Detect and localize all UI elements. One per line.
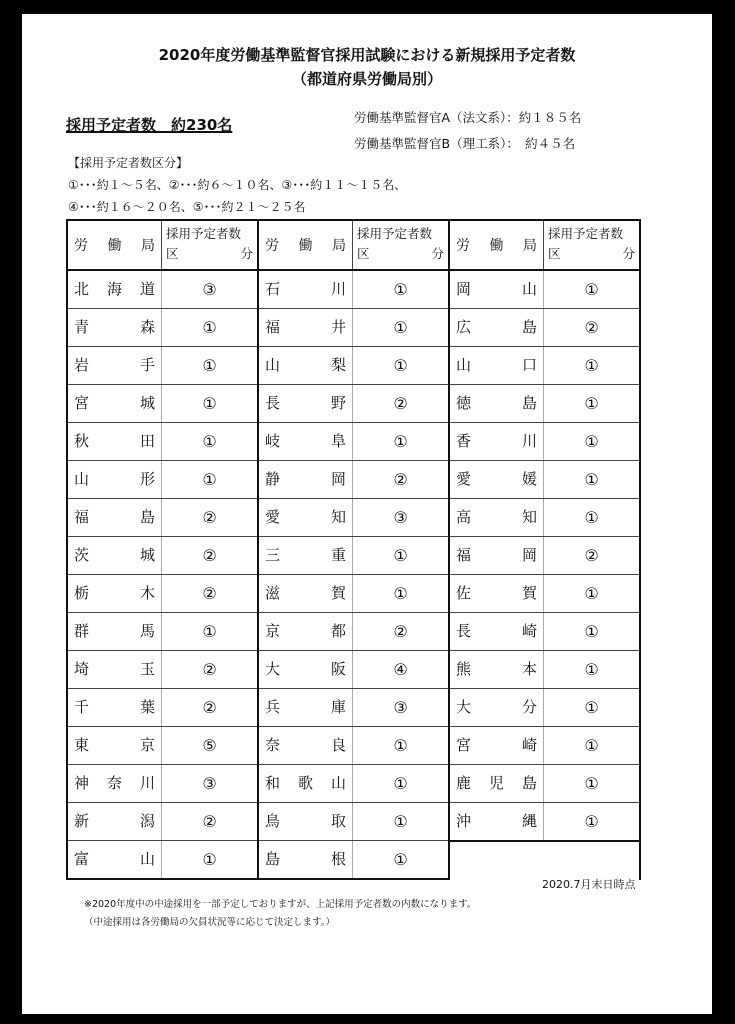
hire-class: ① xyxy=(584,774,599,793)
hire-class: ① xyxy=(393,546,408,565)
table-row xyxy=(68,727,257,765)
table-row xyxy=(259,499,448,537)
bureau-name: 福井 xyxy=(259,309,353,346)
bureau-name: 秋田 xyxy=(68,423,162,460)
hire-class: ① xyxy=(202,850,217,869)
bureau-name: 山形 xyxy=(68,461,162,498)
hire-class: ③ xyxy=(393,508,408,527)
table-row xyxy=(259,309,448,347)
bureau-name: 鹿児島 xyxy=(450,765,544,802)
table-row xyxy=(68,499,257,537)
bureau-name: 広島 xyxy=(450,309,544,346)
hire-class: ① xyxy=(393,318,408,337)
bureau-name: 沖縄 xyxy=(450,803,544,840)
table-row xyxy=(259,841,448,878)
hire-class: ① xyxy=(393,584,408,603)
classification-line: ①･･･約１～５名、②･･･約６～１０名、③･･･約１１～１５名、 xyxy=(68,178,407,192)
bureau-name: 宮崎 xyxy=(450,727,544,764)
table-row xyxy=(68,689,257,727)
hire-class: ③ xyxy=(393,698,408,717)
hire-class: ① xyxy=(584,660,599,679)
header-char: 区 xyxy=(357,246,370,261)
table-row xyxy=(450,309,639,347)
table-column-group xyxy=(449,219,641,880)
header-char: 労 xyxy=(265,238,279,254)
table-row xyxy=(68,765,257,803)
hire-class: ① xyxy=(393,280,408,299)
document-page xyxy=(22,14,712,1014)
header-char: 働 xyxy=(489,238,504,254)
hire-class: ② xyxy=(202,660,217,679)
table-row xyxy=(450,613,639,651)
footnote: （中途採用は各労働局の欠員状況等に応じて決定します。） xyxy=(84,917,335,928)
hire-class: ① xyxy=(584,622,599,641)
hire-class: ① xyxy=(202,356,217,375)
hire-class: ① xyxy=(202,622,217,641)
bureau-name: 愛媛 xyxy=(450,461,544,498)
bureau-name: 大分 xyxy=(450,689,544,726)
header-bureau xyxy=(450,221,544,269)
table-column-group xyxy=(258,219,449,880)
bureau-name: 奈良 xyxy=(259,727,353,764)
table-row xyxy=(450,765,639,803)
hire-class: ⑤ xyxy=(202,736,217,755)
hire-class: ① xyxy=(584,508,599,527)
bureau-name: 福島 xyxy=(68,499,162,536)
hire-class: ① xyxy=(584,736,599,755)
document-title: 2020年度労働基準監督官採用試験における新規採用予定者数 xyxy=(158,46,576,64)
table-row xyxy=(68,347,257,385)
document-subtitle: （都道府県労働局別） xyxy=(291,70,442,88)
hire-class: ① xyxy=(584,470,599,489)
bureau-name: 富山 xyxy=(68,841,162,878)
hire-class: ③ xyxy=(202,774,217,793)
hire-class: ② xyxy=(393,394,408,413)
table-row xyxy=(259,271,448,309)
header-char: 働 xyxy=(107,238,122,254)
hire-class: ① xyxy=(393,774,408,793)
bureau-name: 栃木 xyxy=(68,575,162,612)
hire-class: ② xyxy=(584,318,599,337)
hire-class: ② xyxy=(584,546,599,565)
classification-line: ④･･･約１６～２０名、⑤･･･約２１～２５名 xyxy=(68,200,306,214)
hire-class: ④ xyxy=(393,660,408,679)
table-row xyxy=(450,575,639,613)
header-char: 労 xyxy=(456,238,470,254)
header-char: 局 xyxy=(332,238,346,254)
bureau-name: 神奈川 xyxy=(68,765,162,802)
bureau-name: 静岡 xyxy=(259,461,353,498)
header-bureau xyxy=(68,221,162,269)
table-row xyxy=(450,689,639,727)
table-row xyxy=(259,347,448,385)
header-char: 分 xyxy=(431,246,444,261)
hire-class: ② xyxy=(202,812,217,831)
hire-class: ① xyxy=(584,584,599,603)
bureau-name: 群馬 xyxy=(68,613,162,650)
hire-class: ② xyxy=(202,584,217,603)
hire-class: ② xyxy=(202,508,217,527)
bureau-name: 兵庫 xyxy=(259,689,353,726)
header-char: 分 xyxy=(622,246,635,261)
bureau-name: 東京 xyxy=(68,727,162,764)
hire-class: ① xyxy=(584,812,599,831)
hire-class: ① xyxy=(393,356,408,375)
bureau-name: 三重 xyxy=(259,537,353,574)
header-line: 採用予定者数 xyxy=(166,226,242,241)
bureau-name: 佐賀 xyxy=(450,575,544,612)
table-row xyxy=(259,461,448,499)
hire-class: ① xyxy=(584,394,599,413)
hire-class: ② xyxy=(202,546,217,565)
hire-class: ① xyxy=(584,432,599,451)
bureau-table xyxy=(66,219,641,880)
bureau-name: 埼玉 xyxy=(68,651,162,688)
table-row xyxy=(259,423,448,461)
table-row xyxy=(259,689,448,727)
bureau-name: 岩手 xyxy=(68,347,162,384)
table-row xyxy=(450,651,639,689)
table-row xyxy=(68,385,257,423)
table-row xyxy=(68,575,257,613)
table-row xyxy=(450,537,639,575)
bureau-name: 島根 xyxy=(259,841,353,878)
table-row xyxy=(259,613,448,651)
footnote: ※2020年度中の中途採用を一部予定しておりますが、上記採用予定者数の内数になります。 xyxy=(84,899,477,910)
hire-class: ① xyxy=(584,356,599,375)
table-row xyxy=(259,727,448,765)
bureau-name: 和歌山 xyxy=(259,765,353,802)
table-row xyxy=(68,423,257,461)
table-row xyxy=(259,537,448,575)
table-row xyxy=(68,537,257,575)
table-row xyxy=(259,385,448,423)
table-row xyxy=(450,727,639,765)
header-count-class xyxy=(544,221,639,269)
hire-class: ① xyxy=(584,280,599,299)
bureau-name: 青森 xyxy=(68,309,162,346)
table-row xyxy=(68,613,257,651)
bureau-name: 香川 xyxy=(450,423,544,460)
hire-class: ① xyxy=(393,432,408,451)
bureau-name: 千葉 xyxy=(68,689,162,726)
header-char: 区 xyxy=(166,246,179,261)
bureau-name: 茨城 xyxy=(68,537,162,574)
bureau-name: 長野 xyxy=(259,385,353,422)
header-char: 区 xyxy=(548,246,561,261)
bureau-name: 大阪 xyxy=(259,651,353,688)
header-line: 採用予定者数 xyxy=(357,226,433,241)
hire-class: ② xyxy=(202,698,217,717)
bureau-name: 長崎 xyxy=(450,613,544,650)
header-count-class xyxy=(353,221,448,269)
table-row xyxy=(450,347,639,385)
bureau-name: 高知 xyxy=(450,499,544,536)
bureau-name: 新潟 xyxy=(68,803,162,840)
bureau-name: 京都 xyxy=(259,613,353,650)
table-column-group xyxy=(66,219,258,880)
table-row xyxy=(450,499,639,537)
hire-class: ① xyxy=(202,394,217,413)
bureau-name: 熊本 xyxy=(450,651,544,688)
bureau-name: 滋賀 xyxy=(259,575,353,612)
header-char: 労 xyxy=(74,238,88,254)
hire-class: ① xyxy=(202,470,217,489)
bureau-name: 山梨 xyxy=(259,347,353,384)
table-row xyxy=(68,309,257,347)
hire-class: ① xyxy=(202,432,217,451)
hire-class: ① xyxy=(584,698,599,717)
bureau-name: 愛知 xyxy=(259,499,353,536)
header-count-class xyxy=(162,221,257,269)
table-row xyxy=(259,765,448,803)
table-header xyxy=(68,221,257,271)
breakdown-b: 労働基準監督官B（理工系）： 約４５名 xyxy=(354,136,576,151)
header-bureau xyxy=(259,221,353,269)
table-row xyxy=(259,803,448,841)
table-row xyxy=(68,841,257,878)
table-header xyxy=(259,221,448,271)
bureau-name: 岡山 xyxy=(450,271,544,308)
bureau-name: 山口 xyxy=(450,347,544,384)
hire-class: ③ xyxy=(202,280,217,299)
bureau-name: 鳥取 xyxy=(259,803,353,840)
table-row xyxy=(450,385,639,423)
total-hires: 採用予定者数 約230名 xyxy=(66,116,233,134)
hire-class: ① xyxy=(393,736,408,755)
table-row xyxy=(68,461,257,499)
hire-class: ② xyxy=(393,470,408,489)
header-char: 分 xyxy=(240,246,253,261)
table-row xyxy=(450,423,639,461)
breakdown-a: 労働基準監督官A（法文系）：約１８５名 xyxy=(354,110,582,125)
table-row xyxy=(68,651,257,689)
table-row xyxy=(68,271,257,309)
bureau-name: 徳島 xyxy=(450,385,544,422)
table-row xyxy=(450,461,639,499)
header-char: 局 xyxy=(141,238,155,254)
bureau-name: 石川 xyxy=(259,271,353,308)
hire-class: ① xyxy=(393,850,408,869)
bureau-name: 岐阜 xyxy=(259,423,353,460)
bureau-name: 宮城 xyxy=(68,385,162,422)
header-char: 局 xyxy=(523,238,537,254)
table-row xyxy=(68,803,257,841)
table-header xyxy=(450,221,639,271)
bureau-name: 福岡 xyxy=(450,537,544,574)
table-row xyxy=(259,651,448,689)
header-char: 働 xyxy=(298,238,313,254)
table-row xyxy=(259,575,448,613)
table-row xyxy=(450,271,639,309)
header-line: 採用予定者数 xyxy=(548,226,624,241)
hire-class: ① xyxy=(393,812,408,831)
hire-class: ① xyxy=(202,318,217,337)
bureau-name: 北海道 xyxy=(68,271,162,308)
as-of-date: 2020.7月末日時点 xyxy=(542,878,636,891)
classification-label: 【採用予定者数区分】 xyxy=(68,156,189,170)
table-row xyxy=(450,803,639,842)
hire-class: ② xyxy=(393,622,408,641)
